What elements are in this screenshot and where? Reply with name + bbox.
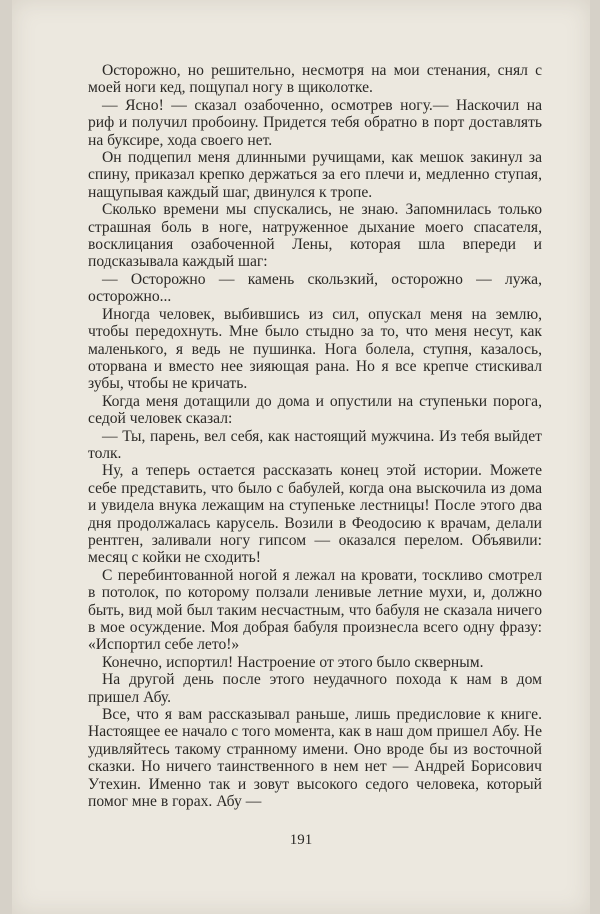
paragraph: Конечно, испортил! Настроение от этого было скверным. (102, 653, 484, 671)
paragraph: — Ты, парень, вел себя, как настоящий мужчина. Из тебя выйдет толк. (88, 427, 542, 462)
paragraph: Иногда человек, выбившись из сил, опускал меня на землю, чтобы передохнуть. Мне было стыдно за то, что меня несут, как маленького, я ведь не пушинка. Нога болела, ступня, казалось, оторвана и вместо нее зияющая рана. Но я все крепче стискивал зубы, чтобы не кричать. (88, 305, 542, 393)
paragraph: Ну, а теперь остается рассказать конец этой истории. Можете себе представить, что было с бабулей, когда она выскочила из дома и увидела внука лежащим на ступеньке лестницы! После этого два дня продолжалась карусель. Возили в Феодосию к врачам, делали рентген, заливали ногу гипсом — оказался перелом. Объявили: месяц с койки не сходить! (88, 462, 542, 567)
book-page (12, 0, 590, 914)
paragraph: Когда меня дотащили до дома и опустили на ступеньки порога, седой человек сказал: (88, 392, 542, 428)
paragraph: Все, что я вам рассказывал раньше, лишь предисловие к книге. Настоящее ее начало с того момента, как в наш дом пришел Абу. Не удивляйтесь такому странному имени. Оно вроде бы из восточной сказки. Но ничего таинственного в нем нет — Андрей Борисович Утехин. Именно так и зовут высокого седого человека, который помог мне в горах. Абу — (88, 706, 542, 811)
paragraph: — Ясно! — сказал озабоченно, осмотрев ногу.— Наскочил на риф и получил пробоину. Придется тебя обратно в порт доставлять на буксире, хода своего нет. (88, 96, 542, 149)
paragraph: С перебинтованной ногой я лежал на кровати, тоскливо смотрел в потолок, по которому ползали ленивые летние мухи, и, должно быть, вид мой был таким несчастным, что бабуля не сказала ничего в мое осуждение. Моя добрая бабуля произнесла всего одну фразу: «Испортил себе лето!» (88, 566, 542, 654)
page-body-text (88, 62, 542, 810)
page-number: 191 (289, 832, 313, 848)
paragraph: Осторожно, но решительно, несмотря на мои стенания, снял с моей ноги кед, пощупал ногу в щиколотке. (88, 62, 542, 97)
paragraph: Сколько времени мы спускались, не знаю. Запомнилась только страшная боль в ноге, натруженное дыхание моего спасателя, восклицания озабоченной Лены, которая шла впереди и подсказывала каждый шаг: (88, 201, 542, 271)
paragraph: — Осторожно — камень скользкий, осторожно — лужа, осторожно... (88, 270, 542, 306)
paragraph: Он подцепил меня длинными ручищами, как мешок закинул за спину, приказал крепко держаться за его плечи и, медленно ступая, нащупывая каждый шаг, двинулся к тропе. (88, 149, 542, 201)
paragraph: На другой день после этого неудачного похода к нам в дом пришел Абу. (88, 671, 542, 706)
